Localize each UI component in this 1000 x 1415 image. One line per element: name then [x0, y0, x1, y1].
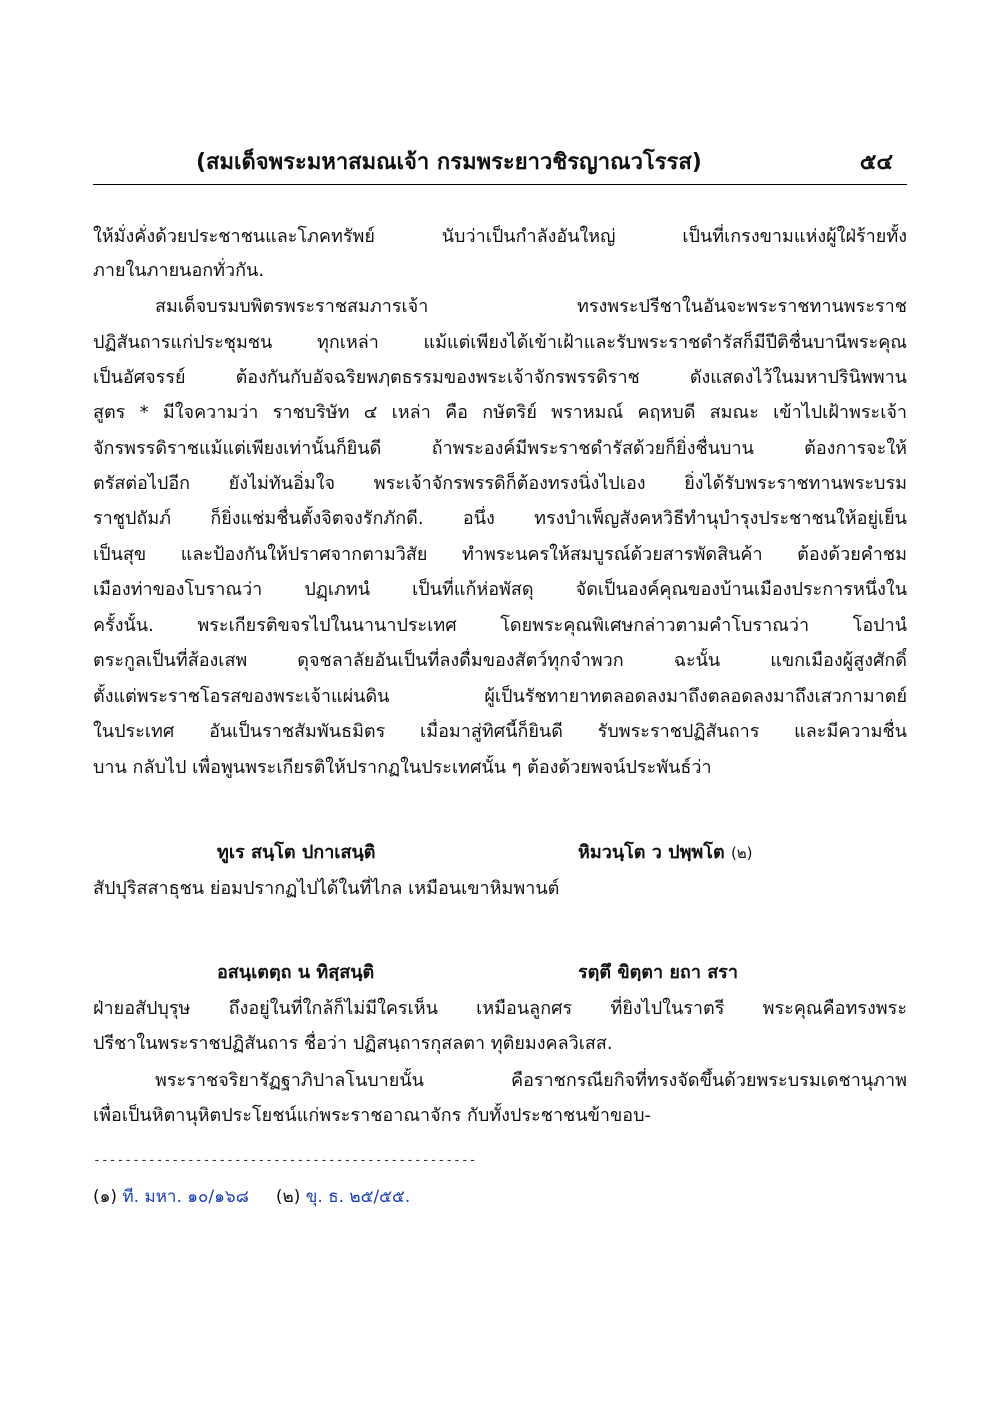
verse-1-right-wrap: [578, 840, 753, 866]
header-title: (สมเด็จพระมหาสมณเจ้า กรมพระยาวชิรญาณวโรรส): [196, 150, 702, 175]
footnote-ref-1: ที. มหา. ๑๐/๑๖๘: [122, 1187, 249, 1207]
footnote-mark-1: (๑): [93, 1187, 118, 1207]
body-line-1: ให้มั่งคั่งด้วยประชาชนและโภคทรัพย์ นับว่าเป็นกำลังอันใหญ่ เป็นที่เกรงขามแห่งผู้ใฝ่ร้ายทั้ง: [93, 226, 907, 247]
body-line-10: เป็นสุข และป้องกันให้ปราศจากตามวิสัย ทำพระนครให้สมบูรณ์ด้วยสารพัดสินค้า ต้องด้วยคำชม: [93, 544, 907, 565]
body-line-12: ครั้งนั้น. พระเกียรติขจรไปในนานาประเทศ โดยพระคุณพิเศษกล่าวตามคำโบราณว่า โอปานํ: [93, 615, 907, 636]
body-line-4: ปฏิสันถารแก่ประชุมชน ทุกเหล่า แม้แต่เพียงได้เข้าเฝ้าและรับพระราชดำรัสก็มีปีติชื่นบานีพระคุณ: [93, 332, 907, 353]
closing-line-1: พระราชจริยารัฏฐาภิปาลโนบายนั้น คือราชกรณียกิจที่ทรงจัดขึ้นด้วยพระบรมเดชานุภาพ: [155, 1070, 907, 1091]
body-line-5: เป็นอัศจรรย์ ต้องกันกับอัจฉริยพฦตธรรมของพระเจ้าจักรพรรดิราช ดังแสดงไว้ในมหาปรินิพพาน: [93, 367, 907, 388]
footnote-separator: -------------------------------------------------: [93, 1153, 477, 1168]
page-header: [93, 140, 907, 185]
body-line-8: ตรัสต่อไปอีก ยังไม่ทันอิ่มใจ พระเจ้าจักรพรรดิก็ต้องทรงนิ่งไปเอง ยิ่งได้รับพระราชทานพระบรม: [93, 473, 907, 494]
closing-line-2: เพื่อเป็นหิตานุหิตประโยชน์แก่พระราชอาณาจักร กับทั้งประชาชนข้าขอบ-: [93, 1105, 652, 1126]
body-line-11: เมืองท่าของโบราณว่า ปฏฺเภทนํ เป็นที่แก้ห่อพัสดุ จัดเป็นองค์คุณของบ้านเมืองประการหนึ่งใน: [93, 579, 907, 600]
footnote-mark-2: (๒): [275, 1187, 301, 1207]
body-line-15: ในประเทศ อันเป็นราชสัมพันธมิตร เมื่อมาสู่ทิศนี้ก็ยินดี รับพระราชปฏิสันถาร และมีความชื่น: [93, 721, 907, 742]
body-line-7: จักรพรรดิราชแม้แต่เพียงเท่านั้นก็ยินดี ถ้าพระองค์มีพระราชดำรัสด้วยก็ยิ่งชื่นบาน ต้องการจะให้: [93, 438, 907, 459]
body-line-16: บาน กลับไป เพื่อพูนพระเกียรติให้ปรากฏในประเทศนั้น ๆ ต้องด้วยพจน์ประพันธ์ว่า: [93, 757, 712, 778]
footnote-ref-2: ขุ. ธ. ๒๕/๕๕.: [305, 1187, 411, 1207]
body-line-14: ตั้งแต่พระราชโอรสของพระเจ้าแผ่นดิน ผู้เป็นรัชทายาทตลอดลงมาถึงตลอดลงมาถึงเสวกามาตย์: [93, 686, 907, 707]
body-line-9: ราชูปถัมภ์ ก็ยิ่งแช่มชื่นตั้งจิตจงรักภักดี. อนึ่ง ทรงบำเพ็ญสังคหวิธีทำนุบำรุงประชาชนให้อยู่เย็น: [93, 508, 907, 529]
footnote-line: [93, 1183, 410, 1210]
body-line-3: สมเด็จบรมบพิตรพระราชสมภารเจ้า ทรงพระปรีชาในอันจะพระราชทานพระราช: [155, 296, 907, 317]
verse-1-left: ทูเร สนฺโต ปกาเสนฺติ: [217, 842, 376, 863]
verse-1-right: หิมวนฺโต ว ปพฺพโต: [578, 842, 725, 863]
verse-2-translation-1: ฝ่ายอสัปบุรุษ ถึงอยู่ในที่ใกล้ก็ไม่มีใครเห็น เหมือนลูกศร ที่ยิงไปในราตรี พระคุณคือทรงพระ: [93, 998, 907, 1019]
page-number: ๕๔: [859, 150, 893, 175]
body-line-6: สูตร * มีใจความว่า ราชบริษัท ๔ เหล่า คือ กษัตริย์ พราหมณ์ คฤหบดี สมณะ เข้าไปเฝ้าพระเจ้า: [93, 402, 907, 423]
verse-1-translation: สัปปุริสสาธุชน ย่อมปรากฏไปได้ในที่ไกล เหมือนเขาหิมพานต์: [93, 878, 560, 899]
verse-2-translation-2: ปรีชาในพระราชปฏิสันถาร ชื่อว่า ปฏิสนฺถารกุสลตา ทุติยมงคลวิเสส.: [93, 1033, 613, 1054]
verse-2-right: รตฺตึ ขิตฺตา ยถา สรา: [578, 962, 738, 983]
body-line-2: ภายในภายนอกทั่วกัน.: [93, 260, 265, 281]
verse-1-footnote-mark: (๒): [730, 844, 753, 862]
verse-2-left: อสนฺเตตฺถ น ทิสฺสนฺติ: [217, 962, 375, 983]
body-line-13: ตระกูลเป็นที่ส้องเสพ ดุจชลาลัยอันเป็นที่ลงดื่มของสัตว์ทุกจำพวก ฉะนั้น แขกเมืองผู้สูงศักดิ์: [93, 650, 907, 671]
